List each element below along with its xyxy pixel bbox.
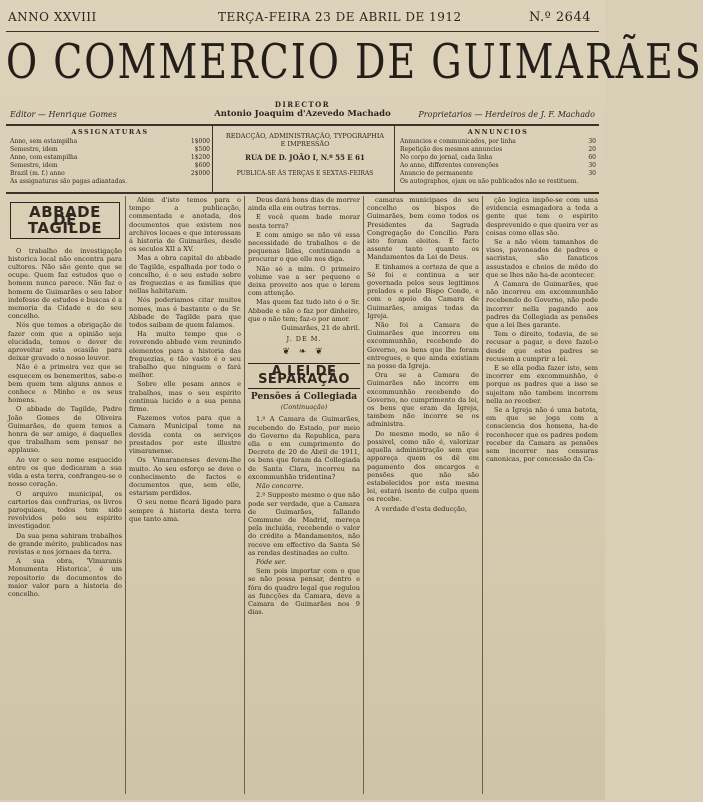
paragraph: Se a Igreja não é uma batota, em que se joga com a consciencia dos homens, ha-de reconhecer que os padres podem receber da Camara as pensões sem incorrer nas censuras canonicas, por concessão da Ca- <box>486 406 598 464</box>
director-label: DIRECTOR <box>274 100 331 109</box>
paragraph: A sua obra, 'Vimaranis Monumenta Historica', é um repositorio de documentos do maior valor para a historia do concelho. <box>8 557 122 598</box>
office-line: REDACÇÃO, ADMINISTRAÇÃO, TYPOGRAPHIA <box>225 132 385 140</box>
paragraph: Sobre elle pesam annos e trabalhos, mas o seu espirito continua lucido e a sua penna firme. <box>129 380 241 414</box>
paragraph: 1.º A Camara de Guimarães, recebendo do Estado, por meio do Governo da Republica, para ella e em cumprimento do Decreto de 20 de Abril de 1911, os bens que foram da Collegiada de Santa Clara, incorreu na excommunhão tridentina? <box>248 415 360 481</box>
column-2 <box>129 196 241 796</box>
paragraph: Se a não vêem tamanhos de visos, pavoneados de padres e sacristas, são fanaticos assustados e cheios de mêdo do que se lhes não ha-de acontecer. <box>486 238 598 279</box>
issue-date: TERÇA-FEIRA 23 DE ABRIL DE 1912 <box>218 10 462 24</box>
ad-row: Anuncio de permanente 30 <box>400 170 596 177</box>
ad-row: Ao anno, differentes convenções 30 <box>400 162 596 169</box>
article-title: ABBADE DE TAGILDE <box>10 202 120 239</box>
paragraph: Mas quem faz tudo isto é o Sr. Abbade e não o faz por dinheiro, que o não tem; faz-o por amor. <box>248 298 360 323</box>
paragraph: Não é a primeira vez que se esquecem os benemeritos, sabe-o bem quem tem alguns annos e conhece o Minho e os seus homens. <box>8 363 122 405</box>
band-bottom-rule <box>6 192 599 194</box>
subscription-row: Semestre, idem $500 <box>10 146 210 153</box>
column-divider <box>125 196 126 794</box>
issue-line <box>8 6 597 30</box>
paragraph: A Camara de Guimarães, que não incorreu em excommunhão recebendo do Governo, não pode incorrer nella pagando aos padres da Collegiada as pensões que a lei lhes garante. <box>486 280 598 330</box>
office-line: E IMPRESSÃO <box>280 140 330 148</box>
paragraph: O abbade de Tagilde, Padre João Gomes de Oliveira Guimarães, de quem temos a honra de ser amigo, é daquelles que trabalham sem pensar no applauso. <box>8 405 122 455</box>
ad-row: Repetição dos mesmos annuncios 20 <box>400 146 596 153</box>
paragraph: Mas a obra capital do abbade de Tagilde, espalhada por todo o concelho, é o seu estudo sobre as freguezias e as familias que nellas habitaram. <box>129 254 241 296</box>
subscription-row: Brazil (m. f.) anno 2$000 <box>10 170 210 177</box>
column-divider <box>363 196 364 794</box>
paragraph: Não só a mim. O primeiro volume vae a ser pequeno e deixa proveito aos que o lerem com attenção. <box>248 264 360 298</box>
ad-row: Annuncios e communicados, por linha 30 <box>400 138 596 145</box>
subscriptions-box <box>10 128 210 186</box>
paragraph: Ora se a Camara de Guimarães não incorre em excommunhão recebendo do Governo, no cumprimento da lei, os bens que eram da Igreja, tambem não incorre se os administra. <box>367 371 479 429</box>
band-divider <box>394 126 395 192</box>
paragraph: Fazemos votos para que a Camara Municipal tome na devida conta os serviços prestados por este illustre vimaranense. <box>129 414 241 456</box>
column-4 <box>367 196 479 796</box>
paragraph: E se ella podia fazer isto, sem incorrer em excommunhão, é porque os padres que a isso se sujeitam não tambem incorrem nella ao receber. <box>486 364 598 405</box>
column-divider <box>244 196 245 794</box>
paragraph: Ao ver o seu nome esquecido entre os que dedicaram a sua vida a esta terra, confrangeu-se o nosso coração. <box>8 455 122 489</box>
signature: J. DE M. <box>286 335 322 344</box>
paragraph: O arquivo municipal, os cartorios das confrarias, os livros paroquiaes, todos tem sido revolvidos pelo seu espirito investigador. <box>8 489 122 531</box>
ads-title: ANNUNCIOS <box>467 128 529 136</box>
owner-name: Proprietarios — Herdeiros de J. F. Machado <box>418 110 595 119</box>
paragraph: Além d'isto temos para o tempo a publicação, commentada e anotada, dos documentos que existem nos archivos locaes e que interessam á historia de Guimarães, desde os seculos XII a XV. <box>129 196 241 254</box>
column-1 <box>8 196 122 796</box>
subscription-row: Anno, com estampilha 1$200 <box>10 154 210 161</box>
paragraph: Póde ser. <box>256 557 287 566</box>
top-rule <box>6 31 599 32</box>
paragraph: Os Vimaranenses devem-lhe muito. Ao seu esforço se deve o conhecimento de factos e documentos que, sem elle, estariam perdidos. <box>129 456 241 498</box>
office-address: RUA DE D. JOÃO I, N.º 55 E 61 <box>245 153 365 162</box>
subscription-row: Anno, sem estampilha 1$000 <box>10 138 210 145</box>
ad-row: No corpo do jornal, cada linha 60 <box>400 154 596 161</box>
paragraph: E tinhamos a certeza de que a Sé foi e continua a ser governada pelos seus legitimos prelados e pelo Bispo Conde, e com o apoio da Camara de Guimarães, amigas todas da Igreja. <box>367 262 479 320</box>
column-5 <box>486 196 598 796</box>
paragraph: O trabalho de investigação historica local não encontra para cultores. Não são gente que se ocupe. Quem faz estudos que o homem nunca parece. Não faz o homem de Guimarães o seu labor indefesso de estudos e buscas é a memoria da Cidade e do seu concelho. <box>8 246 122 321</box>
column-3 <box>248 196 360 796</box>
paragraph: O seu nome ficará ligado para sempre á historia desta terra que tanto ama. <box>129 498 241 523</box>
band-divider <box>212 126 213 192</box>
paragraph: Não concorre. <box>256 482 304 491</box>
paragraph: A verdade d'esta deducção, <box>375 504 467 513</box>
section-title: A LEI DE SEPARAÇÃO <box>248 363 360 389</box>
subscriptions-title: ASSIGNATURAS <box>71 128 149 136</box>
publication-days: PUBLICA-SE ÁS TERÇAS E SEXTAS-FEIRAS <box>236 170 374 177</box>
paragraph: Sem pois importar com o que se não possa pensar, dentro e fóra do quadro legal que regulou as funcções da Camara, deve a Camara de Guimarães nos 9 dias. <box>248 567 360 617</box>
subscription-row: Semestre, idem $600 <box>10 162 210 169</box>
section-subtitle: Pensões á Collegiada <box>250 392 358 403</box>
paragraph: E você quem bade morar nesta terra? <box>248 213 360 230</box>
paragraph: Da sua pena sahiram trabalhos de grande mérito, publicados nas revistas e nos jornaes da terra. <box>8 531 122 556</box>
subscriptions-note: As assignaturas são pagas adiantadas. <box>10 178 128 185</box>
paragraph: Deus dará bons dias de morrer ainda ella em outras terras. <box>248 196 360 213</box>
info-band <box>6 126 599 192</box>
masthead-title: O COMMERCIO DE GUIMARÃES <box>6 34 703 89</box>
paragraph: Nós poderiamos citar muitos nomes, mas é bastante o do Sr. Abbade de Tagilde para que todos saibam de quem falamos. <box>129 296 241 330</box>
section-note: (Continuação) <box>280 403 328 412</box>
editor-name: Editor — Henrique Gomes <box>10 110 117 119</box>
paragraph: ção logica impõe-se com uma evidencia esmagadora a toda a gente que tem o espirito desprevenido e que queira ver as coisas como ellas são. <box>486 196 598 237</box>
place-date: Guimarães, 21 de abril. <box>281 324 360 333</box>
director-name: Antonio Joaquim d'Azevedo Machado <box>214 109 391 119</box>
paragraph: E com amigo se não vê essa necessidade de trabalhos e de pequenas lidas, continuando a procurar o que elle nos diga. <box>248 230 360 264</box>
paragraph: Tem o direito, todavia, de se recusar a pagar, e deve fazel-o desde que estes padres se recusem a cumprir a lei. <box>486 330 598 363</box>
paragraph: Não foi a Camara de Guimarães que incorreu em excommunhão, recebendo do Governo, os bens que lhe foram entregues, e que ainda existiam na posse da Igreja. <box>367 321 479 371</box>
office-box <box>220 128 390 178</box>
editor-row <box>10 110 595 124</box>
paragraph: Do mesmo modo, se não é possivel, como não é, valorizar aquella administração sem que appareça quem os dê em pagamento dos encargos e pensões que não são estabelecidos por esta mesma lei, estará isento de culpa quem os recebe. <box>367 429 479 504</box>
paragraph: 2.º Supposto mesmo o que não pode ser verdade, que a Camara de Guimarães, fallando Commune de Madrid, mereça pela incluída, recebendo o valor do crédito a Mandamentos, não receve em effectivo da Santa Sé as rendas destinadas ao culto. <box>248 491 360 557</box>
issue-number: N.º 2644 <box>528 10 591 25</box>
issue-year: ANNO XXVIII <box>8 10 97 24</box>
column-divider <box>482 196 483 794</box>
paragraph: camaras municipaes do seu concelho os bispos de Guimarães, bem como todos os Presidentes da Sagrada Congregação do Concilio. Para isto foram eleitos. É facto assente tanto quanto os Mandamentos da Lei de Deus. <box>367 196 479 262</box>
ads-note: Os autographos, ejam ou não publicados não se restituem. <box>400 178 579 185</box>
ads-box <box>400 128 596 186</box>
paragraph: Ha muito tempo que o reverendo abbade vem reunindo elementos para a historia das freguezias, e tão vasto é o seu trabalho que ninguem o fará melhor. <box>129 330 241 380</box>
paragraph: Nós que temos a obrigação de fazer com que a opinião seja elucidada, temos o dever de aproveitar esta ocasião para deixar gravado o nosso louvor. <box>8 321 122 363</box>
ornament-divider: ❦ ❧ ❦ <box>282 347 326 358</box>
